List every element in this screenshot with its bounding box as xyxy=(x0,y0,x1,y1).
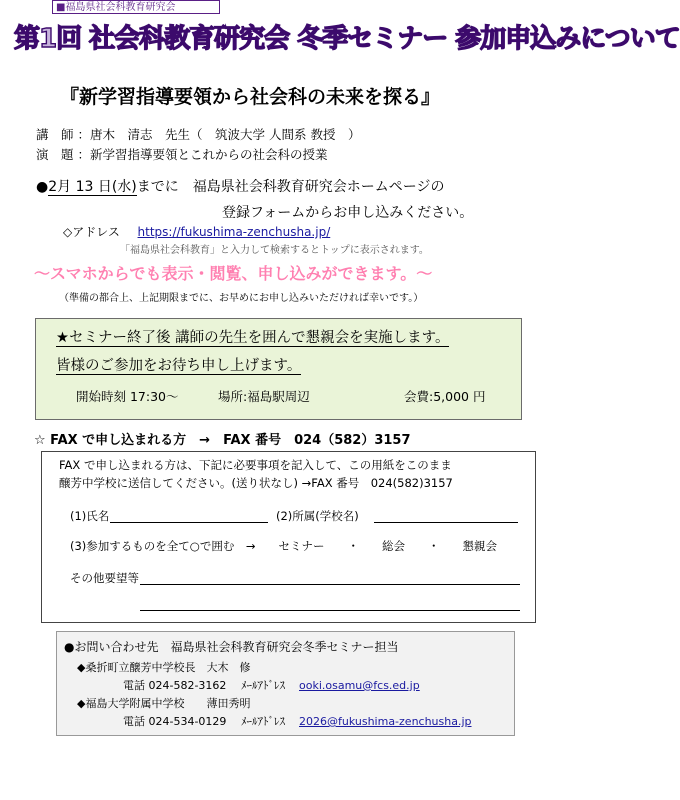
seminar-subtitle: 『新学習指導要領から社会科の未来を探る』 xyxy=(60,86,441,108)
smartphone-note: ～スマホからでも表示・閲覧、申し込みができます。～ xyxy=(34,264,433,283)
mail-label-2: ﾒｰﾙｱﾄﾞﾚｽ xyxy=(241,715,285,728)
deadline-date: 2月 13 日(水) xyxy=(48,179,137,195)
topic-row xyxy=(36,146,328,164)
social-announcement: ★セミナー終了後 講師の先生を囲んで懇親会を実施します。 xyxy=(56,330,450,346)
fax-heading: ☆ FAX で申し込まれる方 → FAX 番号 024（582）3157 xyxy=(34,433,411,448)
social-invitation: 皆様のご参加をお待ち申し上げます。 xyxy=(56,358,302,374)
contact-phone-2: 電話 024-534-0129 xyxy=(123,715,227,728)
organization-tag: ■福島県社会科教育研究会 xyxy=(52,0,220,14)
affiliation-blank[interactable] xyxy=(374,522,518,523)
deadline-line xyxy=(36,177,444,197)
topic-label: 演 題 xyxy=(36,147,74,162)
fax-instruction-2: 醸芳中学校に送信してください。(送り状なし) →FAX 番号 024(582)3157 xyxy=(59,476,453,490)
social-fee: 会費:5,000 円 xyxy=(404,389,486,404)
social-place: 場所:福島駅周辺 xyxy=(218,389,310,404)
name-blank[interactable] xyxy=(110,522,268,523)
speaker-row xyxy=(36,126,360,144)
fax-form-box xyxy=(41,451,536,623)
speaker-label: 講 師 xyxy=(36,127,74,142)
preparation-note: （準備の都合上、上記期限までに、お早めにお申し込みいただければ幸いです。） xyxy=(59,293,424,304)
other-blank-2[interactable] xyxy=(140,610,520,611)
topic-value: ：新学習指導要領とこれからの社会科の授業 xyxy=(77,147,328,162)
mail-label-1: ﾒｰﾙｱﾄﾞﾚｽ xyxy=(241,679,285,692)
contact-email-1[interactable]: ooki.osamu@fcs.ed.jp xyxy=(299,679,420,692)
registration-form-line: 登録フォームからお申し込みください。 xyxy=(222,205,474,221)
contact-phone-1: 電話 024-582-3162 xyxy=(123,679,227,692)
homepage-link[interactable]: https://fukushima-zenchusha.jp/ xyxy=(137,225,331,239)
social-start-time: 開始時刻 17:30～ xyxy=(76,389,179,404)
contact-box xyxy=(56,631,515,736)
address-label: ◇アドレス xyxy=(63,225,120,239)
other-blank-1[interactable] xyxy=(140,584,520,585)
field-name-label: (1)氏名 xyxy=(70,509,110,523)
deadline-text: までに 福島県社会科教育研究会ホームページの xyxy=(136,179,445,195)
contact-heading: ●お問い合わせ先 福島県社会科教育研究会冬季セミナー担当 xyxy=(64,640,399,654)
bullet-icon: ● xyxy=(36,179,49,195)
contact-email-2[interactable]: 2026@fukushima-zenchusha.jp xyxy=(299,715,472,728)
contact-person-1: ◆桑折町立醸芳中学校長 大木 修 xyxy=(77,661,251,674)
fax-instruction-1: FAX で申し込まれる方は、下記に必要事項を記入して、この用紙をこのまま xyxy=(59,458,452,472)
search-hint: 「福島県社会科教育」と入力して検索するとトップに表示されます。 xyxy=(120,245,429,256)
page-title: 第1回 社会科教育研究会 冬季セミナー 参加申込みについて xyxy=(14,24,680,54)
field-affiliation-label: (2)所属(学校名) xyxy=(276,509,359,523)
field-other-label: その他要望等 xyxy=(70,571,139,585)
field-attend-label: (3)参加するものを全て○で囲む → セミナー ・ 総会 ・ 懇親会 xyxy=(70,539,497,553)
address-row xyxy=(63,224,330,240)
speaker-value: ：唐木 清志 先生（ 筑波大学 人間系 教授 ） xyxy=(77,127,361,142)
contact-person-2: ◆福島大学附属中学校 薄田秀明 xyxy=(77,697,251,710)
